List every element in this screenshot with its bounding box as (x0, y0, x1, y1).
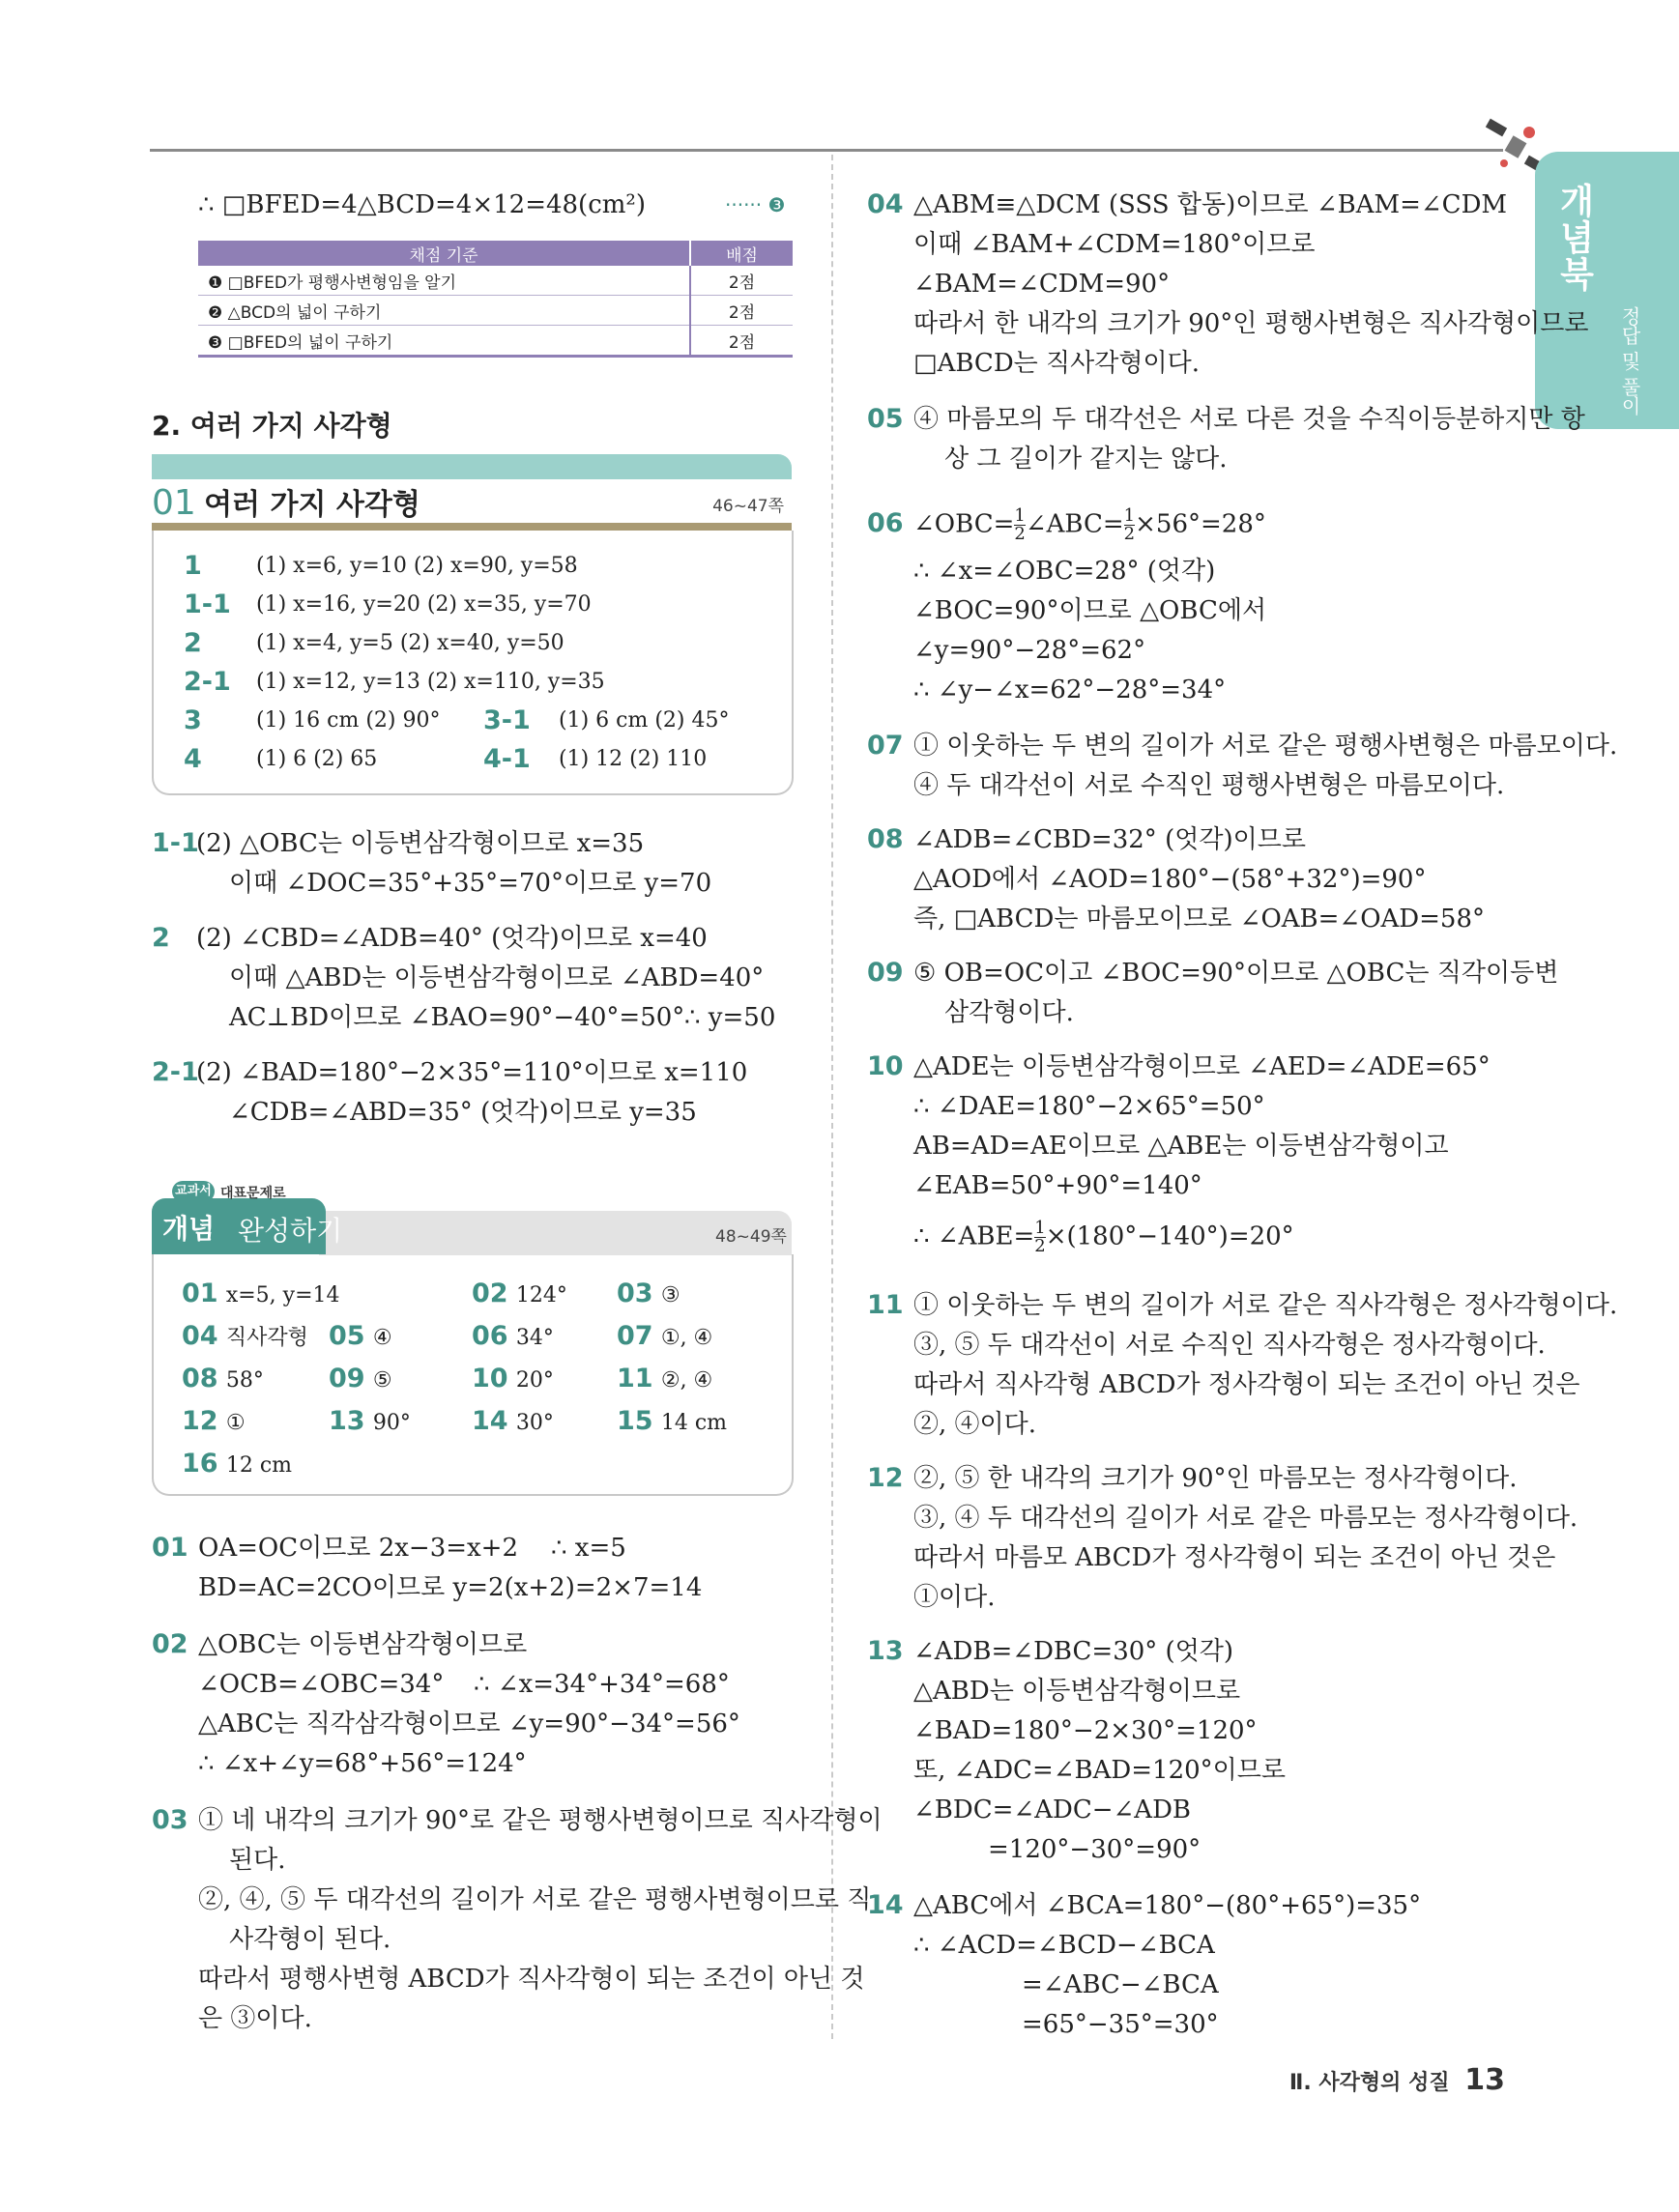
bfed-mark: ······ ❸ (725, 193, 786, 216)
solution-number: 08 (867, 824, 904, 854)
solution-line: ①이다. (913, 1583, 996, 1612)
badge-title-1: 개념 (162, 1213, 216, 1245)
badge-caption: 대표문제로 (220, 1186, 286, 1201)
unit-title (152, 480, 792, 523)
solution-line: ① 이웃하는 두 변의 길이가 서로 같은 직사각형은 정사각형이다. (913, 1291, 1618, 1320)
list-item: (1) x=6, y=10 (2) x=90, y=58 (256, 554, 578, 578)
solution-line: ∴ ∠x+∠y=68°+56°=124° (198, 1749, 527, 1778)
solution-number: 13 (867, 1636, 904, 1666)
solution-line: ∠BAD=180°−2×30°=120° (913, 1716, 1258, 1745)
unit-title-text: 여러 가지 사각형 (204, 488, 420, 522)
solution-line: ∴ y=50 (684, 1003, 776, 1032)
solution-line: ∠ADB=∠CBD=32° (엇각)이므로 (913, 825, 1306, 854)
solution-line: 상 그 길이가 같지는 않다. (944, 445, 1228, 474)
solution-line: 이때 △ABD는 이등변삼각형이므로 ∠ABD=40° (229, 963, 765, 992)
solution-line: ③, ④ 두 대각선의 길이가 서로 같은 마름모는 정사각형이다. (913, 1504, 1578, 1533)
table-row (198, 296, 793, 326)
solution-line: (2) ∠CBD=∠ADB=40° (엇각)이므로 x=40 (196, 924, 708, 953)
solution-line: AC⊥BD이므로 ∠BAO=90°−40°=50° (229, 1003, 685, 1032)
solution-number: 02 (152, 1629, 188, 1659)
solution-number: 2-1 (152, 1057, 199, 1087)
score-header-criteria: 채점 기준 (198, 241, 690, 266)
badge-title-2: 완성하기 (238, 1215, 343, 1247)
solution-line: △ADE는 이등변삼각형이므로 ∠AED=∠ADE=65° (913, 1052, 1491, 1081)
page-number: 13 (1464, 2063, 1505, 2097)
list-item: 4 (184, 744, 202, 774)
solution-line: 따라서 평행사변형 ABCD가 직사각형이 되는 조건이 아닌 것 (198, 1965, 865, 1994)
list-item: 1-1 (184, 589, 231, 619)
chapter-label: Ⅱ. 사각형의 성질 (1288, 2071, 1450, 2095)
list-item: 16 12 cm (182, 1449, 293, 1479)
solution-line: △ABC에서 ∠BCA=180°−(80°+65°)=35° (913, 1891, 1422, 1920)
concept-pages: 48~49쪽 (715, 1227, 787, 1247)
list-item: (1) 12 (2) 110 (559, 747, 708, 771)
list-item: (1) x=12, y=13 (2) x=110, y=35 (256, 670, 605, 694)
solution-line: ∴ ∠ACD=∠BCD−∠BCA (913, 1931, 1215, 1960)
bfed-area-line: ∴ □BFED=4△BCD=4×12=48(cm²) (198, 190, 646, 219)
solution-number: 03 (152, 1805, 188, 1835)
solution-number: 1-1 (152, 828, 199, 858)
solution-line: BD=AC=2CO이므로 y=2(x+2)=2×7=14 (198, 1573, 703, 1602)
solution-line: =∠ABC−∠BCA (1022, 1970, 1219, 1999)
solution-line: ④ 두 대각선이 서로 수직인 평행사변형은 마름모이다. (913, 771, 1505, 800)
score-criteria: ❸ □BFED의 넓이 구하기 (198, 326, 690, 357)
list-item: (1) x=4, y=5 (2) x=40, y=50 (256, 631, 564, 655)
solution-line: ∠OBC= $\frac{1}{2}$ ∠ABC= $\frac{1}{2}$ ×56°=28° (913, 505, 1266, 544)
solution-line: ∴ ∠DAE=180°−2×65°=50° (913, 1092, 1265, 1121)
solution-number: 05 (867, 404, 904, 434)
solution-line: ① 이웃하는 두 변의 길이가 서로 같은 평행사변형은 마름모이다. (913, 732, 1618, 761)
list-item: 11 ②, ④ (617, 1364, 713, 1393)
table-row (198, 266, 793, 296)
solution-line: 이때 ∠BAM+∠CDM=180°이므로 (913, 230, 1316, 259)
list-item: 3-1 (483, 705, 531, 735)
solution-line: ②, ⑤ 한 내각의 크기가 90°인 마름모는 정사각형이다. (913, 1464, 1518, 1493)
list-item: 07 ①, ④ (617, 1321, 713, 1351)
list-item: (1) 6 (2) 65 (256, 747, 378, 771)
solution-line: ∠BDC=∠ADC−∠ADB (913, 1795, 1192, 1824)
list-item: (1) x=16, y=20 (2) x=35, y=70 (256, 592, 592, 617)
solution-number: 11 (867, 1290, 904, 1320)
list-item: 14 30° (472, 1406, 554, 1436)
solution-number: 2 (152, 923, 170, 953)
solution-line: 삼각형이다. (944, 998, 1074, 1027)
solution-line: 따라서 한 내각의 크기가 90°인 평행사변형은 직사각형이므로 (913, 309, 1589, 338)
list-item: 01 x=5, y=14 (182, 1278, 340, 1308)
solution-line: ∠CDB=∠ABD=35° (엇각)이므로 y=35 (229, 1098, 697, 1127)
solution-line: =65°−35°=30° (1022, 2010, 1219, 2039)
solution-line: =120°−30°=90° (988, 1835, 1201, 1864)
list-item: 04 직사각형 (182, 1321, 308, 1351)
solution-line: AB=AD=AE이므로 △ABE는 이등변삼각형이고 (913, 1132, 1449, 1161)
solution-line: 즉, □ABCD는 마름모이므로 ∠OAB=∠OAD=58° (913, 905, 1486, 934)
solution-number: 04 (867, 189, 904, 219)
solution-line: △ABD는 이등변삼각형이므로 (913, 1677, 1241, 1706)
list-item: (1) 6 cm (2) 45° (559, 708, 730, 733)
solution-line: □ABCD는 직사각형이다. (913, 349, 1201, 378)
solution-line: 이때 ∠DOC=35°+35°=70°이므로 y=70 (229, 869, 712, 898)
solution-line: 은 ③이다. (198, 2004, 312, 2033)
solution-line: ∴ x=5 (551, 1534, 626, 1563)
list-item: 05 ④ (329, 1321, 392, 1351)
list-item: 03 ③ (617, 1278, 680, 1308)
solution-line: 따라서 마름모 ABCD가 정사각형이 되는 조건이 아닌 것은 (913, 1543, 1556, 1572)
solution-number: 12 (867, 1463, 904, 1493)
side-tab[interactable] (1535, 152, 1679, 429)
unit-underline (152, 523, 792, 531)
solution-line: ⑤ OB=OC이고 ∠BOC=90°이므로 △OBC는 직각이등변 (913, 959, 1559, 988)
list-item: 15 14 cm (617, 1406, 728, 1436)
solution-line: ②, ④이다. (913, 1410, 1037, 1439)
side-tab-title: 개념북 (1554, 183, 1594, 293)
score-points: 2점 (690, 296, 793, 326)
solution-line: ∴ ∠ABE= $\frac{1}{2}$ ×(180°−140°)=20° (913, 1218, 1294, 1256)
solution-line: 또, ∠ADC=∠BAD=120°이므로 (913, 1756, 1287, 1785)
score-criteria: ❶ □BFED가 평행사변형임을 알기 (198, 266, 690, 296)
solution-line: ④ 마름모의 두 대각선은 서로 다른 것을 수직이등분하지만 항 (913, 405, 1585, 434)
solution-line: ∴ ∠y−∠x=62°−28°=34° (913, 675, 1227, 704)
solution-line: ① 네 내각의 크기가 90°로 같은 평행사변형이므로 직사각형이 (198, 1806, 883, 1835)
solution-line: △AOD에서 ∠AOD=180°−(58°+32°)=90° (913, 865, 1427, 894)
solution-line: 된다. (229, 1846, 286, 1875)
solution-line: ∠ADB=∠DBC=30° (엇각) (913, 1637, 1234, 1666)
unit-pages: 46~47쪽 (712, 497, 784, 516)
list-item: 3 (184, 705, 202, 735)
solution-number: 01 (152, 1533, 188, 1563)
score-points: 2점 (690, 266, 793, 296)
list-item: 2 (184, 628, 202, 658)
list-item: (1) 16 cm (2) 90° (256, 708, 441, 733)
solution-number: 14 (867, 1890, 904, 1920)
solution-line: 사각형이 된다. (229, 1925, 391, 1954)
solution-line: ∠EAB=50°+90°=140° (913, 1171, 1202, 1200)
solution-line: ∴ ∠x=∠OBC=28° (엇각) (913, 557, 1216, 586)
solution-line: ∠OCB=∠OBC=34° (198, 1670, 445, 1699)
solution-line: ∠BOC=90°이므로 △OBC에서 (913, 596, 1267, 625)
list-item: 2-1 (184, 667, 231, 697)
solution-line: △ABC는 직각삼각형이므로 ∠y=90°−34°=56° (198, 1709, 740, 1738)
list-item: 4-1 (483, 744, 531, 774)
unit-header-bar (152, 454, 792, 479)
solution-line: (2) ∠BAD=180°−2×35°=110°이므로 x=110 (196, 1058, 748, 1087)
solution-line: △ABM≡△DCM (SSS 합동)이므로 ∠BAM=∠CDM (913, 190, 1508, 219)
scoring-table (198, 241, 793, 358)
solution-line: (2) △OBC는 이등변삼각형이므로 x=35 (196, 829, 645, 858)
solution-line: △OBC는 이등변삼각형이므로 (198, 1630, 528, 1659)
list-item: 02 124° (472, 1278, 567, 1308)
list-item: 10 20° (472, 1364, 554, 1393)
solution-number: 09 (867, 958, 904, 988)
solution-line: ②, ④, ⑤ 두 대각선의 길이가 서로 같은 평행사변형이므로 직 (198, 1885, 872, 1914)
list-item: 1 (184, 551, 202, 581)
solution-number: 07 (867, 731, 904, 761)
solution-number: 06 (867, 508, 904, 538)
unit-number: 01 (152, 483, 196, 523)
list-item: 06 34° (472, 1321, 554, 1351)
score-header-points: 배점 (690, 241, 793, 266)
list-item: 13 90° (329, 1406, 411, 1436)
solution-line: ∴ ∠x=34°+34°=68° (474, 1670, 730, 1699)
score-criteria: ❷ △BCD의 넓이 구하기 (198, 296, 690, 326)
solution-line: OA=OC이므로 2x−3=x+2 (198, 1534, 519, 1563)
column-divider (831, 155, 833, 2039)
list-item: 08 58° (182, 1364, 264, 1393)
list-item: 12 ① (182, 1406, 246, 1436)
score-points: 2점 (690, 326, 793, 357)
solution-line: ∠BAM=∠CDM=90° (913, 270, 1171, 299)
solution-line: 따라서 직사각형 ABCD가 정사각형이 되는 조건이 아닌 것은 (913, 1370, 1580, 1399)
table-row (198, 326, 793, 357)
section-heading: 2. 여러 가지 사각형 (152, 410, 392, 442)
top-rule (150, 149, 1503, 152)
page-footer (1289, 2063, 1505, 2097)
solution-line: ∠y=90°−28°=62° (913, 636, 1146, 665)
solution-number: 10 (867, 1051, 904, 1081)
list-item: 09 ⑤ (329, 1364, 392, 1393)
side-tab-subtitle: 정답 및 풀이 (1618, 306, 1641, 416)
solution-line: ③, ⑤ 두 대각선이 서로 수직인 직사각형은 정사각형이다. (913, 1331, 1546, 1360)
textbook-badge: 교과서 (172, 1181, 215, 1202)
